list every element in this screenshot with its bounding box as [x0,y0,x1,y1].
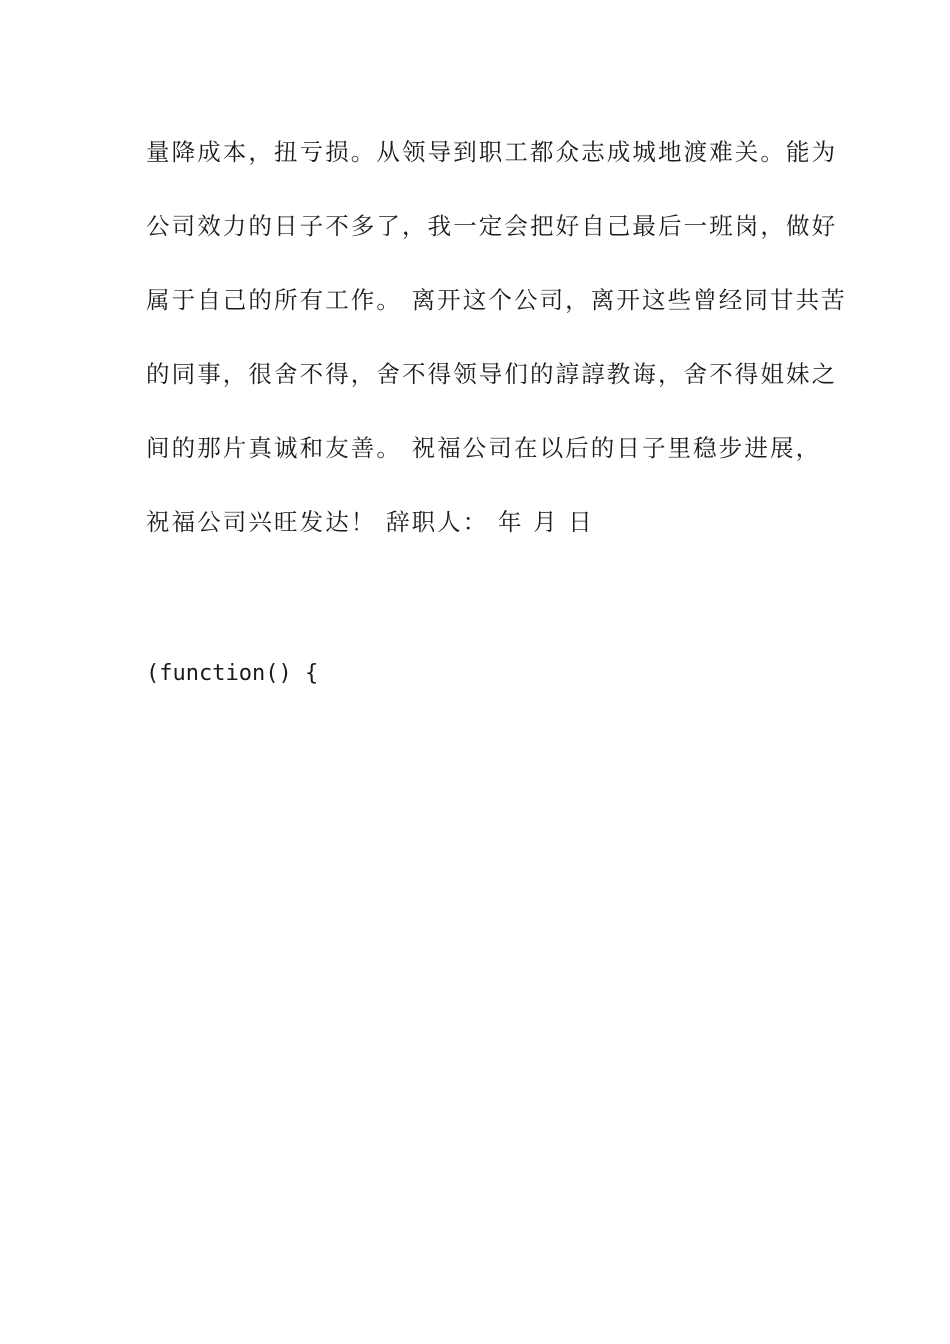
body-line-2: 公司效力的日子不多了，我一定会把好自己最后一班岗，做好 [146,212,838,240]
resignation-letter-body [146,132,847,576]
body-line-5: 间的那片真诚和友善。 祝福公司在以后的日子里稳步进展， [146,434,822,462]
body-line-1: 量降成本，扭亏损。从领导到职工都众志成城地渡难关。能为 [146,138,838,166]
code-fragment: (function() { [146,661,319,686]
body-line-4: 的同事，很舍不得，舍不得领导们的諄諄教诲，舍不得姐妹之 [146,360,838,388]
body-line-3: 属于自己的所有工作。 离开这个公司，离开这些曾经同甘共苦 [146,286,847,314]
signature-line: 祝福公司兴旺发达！ 辞职人： 年 月 日 [146,508,594,536]
